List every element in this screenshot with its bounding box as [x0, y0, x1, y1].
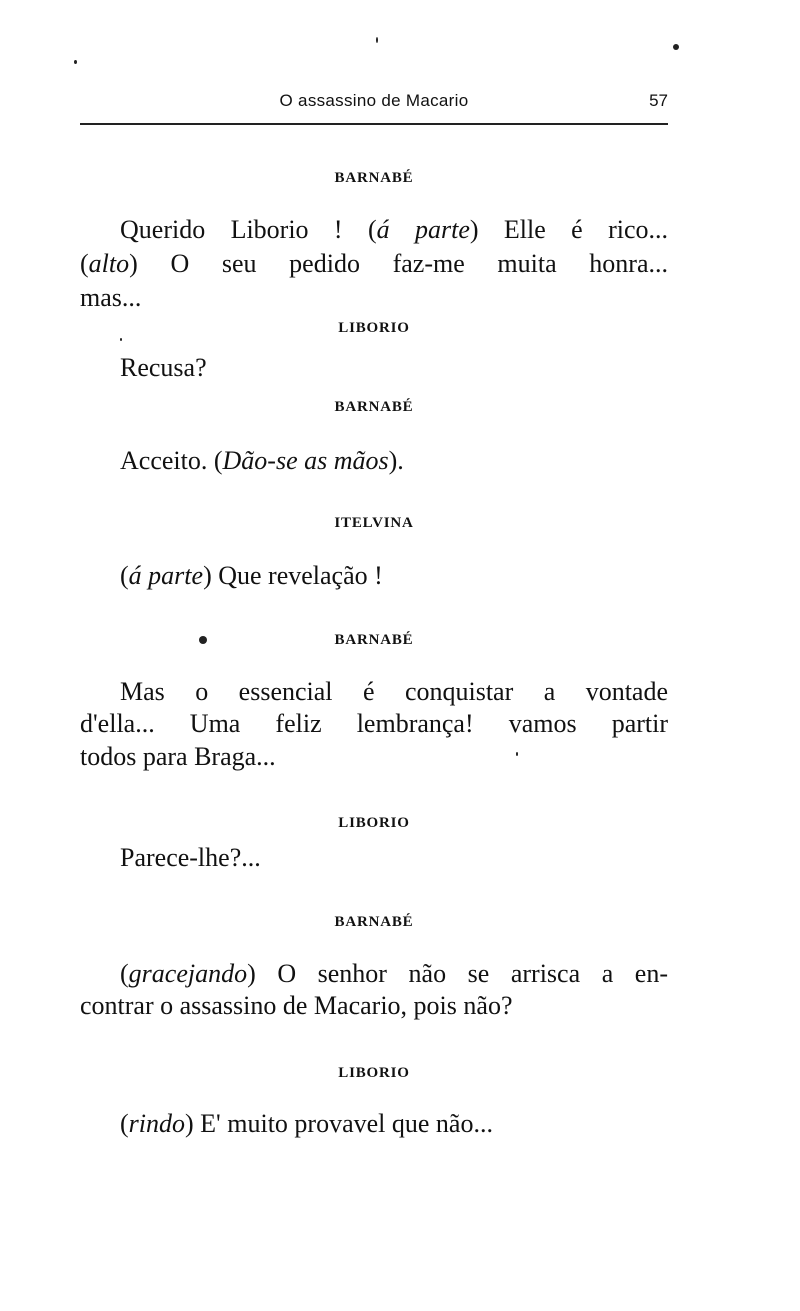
dialogue-line: contrar o assassino de Macario, pois não? — [80, 991, 513, 1020]
dialogue-line: mas... — [80, 283, 142, 312]
speaker-name: LIBORIO — [338, 815, 410, 831]
dialogue-line: todos para Braga... — [80, 742, 276, 771]
ink-speck — [74, 60, 77, 64]
speaker-name: BARNABÉ — [334, 170, 414, 186]
dialogue-line: Querido Liborio ! (á parte) Elle é rico... — [120, 215, 668, 244]
dialogue-line: (rindo) E' muito provavel que não... — [120, 1109, 493, 1138]
speaker-name: ITELVINA — [334, 515, 414, 531]
dialogue-line: Recusa? — [120, 353, 207, 382]
header-rule — [80, 123, 668, 125]
speaker-name: BARNABÉ — [334, 632, 414, 648]
page-number: 57 — [649, 91, 668, 110]
speaker-name: LIBORIO — [338, 320, 410, 336]
speaker-name: BARNABÉ — [334, 914, 414, 930]
running-title: O assassino de Macario — [279, 91, 469, 110]
ink-speck — [120, 338, 122, 341]
speaker-name: BARNABÉ — [334, 399, 414, 415]
running-header — [80, 91, 668, 115]
dialogue-line: (á parte) Que revelação ! — [120, 561, 383, 590]
speaker-name: LIBORIO — [338, 1065, 410, 1081]
dialogue-line: d'ella... Uma feliz lembrança! vamos partir — [80, 709, 668, 738]
dialogue-line: Acceito. (Dão-se as mãos). — [120, 446, 404, 475]
dialogue-line: Parece-lhe?... — [120, 843, 261, 872]
dialogue-line: (gracejando) O senhor não se arrisca a en- — [120, 959, 668, 988]
ink-speck — [376, 37, 378, 43]
dialogue-line: (alto) O seu pedido faz-me muita honra... — [80, 249, 668, 278]
ink-speck — [673, 44, 679, 50]
dialogue-line: Mas o essencial é conquistar a vontade — [120, 677, 668, 706]
